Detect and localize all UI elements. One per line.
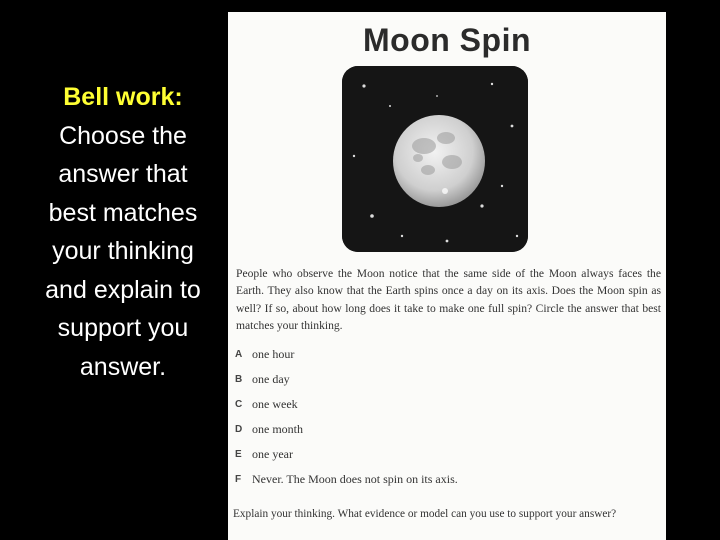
- option-e[interactable]: [235, 442, 660, 467]
- option-letter: F: [235, 474, 242, 485]
- option-text: one month: [252, 422, 303, 436]
- option-c[interactable]: [235, 392, 660, 417]
- option-d[interactable]: [235, 417, 660, 442]
- moon-photo: [342, 66, 528, 252]
- explain-prompt: Explain your thinking. What evidence or model can you use to support your answer?: [233, 508, 617, 520]
- worksheet-page: [228, 12, 666, 540]
- option-b[interactable]: [235, 367, 660, 392]
- answer-options: [235, 342, 660, 492]
- option-letter: A: [235, 349, 243, 360]
- bell-work-heading: Bell work:: [63, 83, 183, 111]
- option-letter: C: [235, 399, 243, 410]
- option-text: one day: [252, 372, 290, 386]
- bell-work-instructions: Choose the answer that best matches your thinking and explain to support you answer.: [45, 121, 201, 381]
- option-letter: E: [235, 449, 242, 460]
- worksheet-title: Moon Spin: [362, 22, 531, 58]
- question-text: People who observe the Moon notice that the same side of the Moon always faces the Earth. They also know that the Earth spins once a day on its axis. Does the Moon spin as well? If so, about how long does it take to make one full spin? Circle the answer that best matches your thinking.: [236, 267, 661, 332]
- bell-work-prompt: [32, 78, 214, 386]
- option-letter: B: [235, 374, 243, 385]
- option-f[interactable]: [235, 467, 660, 492]
- option-a[interactable]: [235, 342, 660, 367]
- option-text: one hour: [252, 347, 295, 361]
- option-text: Never. The Moon does not spin on its axis.: [252, 472, 458, 486]
- option-text: one year: [252, 447, 293, 461]
- option-letter: D: [235, 424, 243, 435]
- option-text: one week: [252, 397, 298, 411]
